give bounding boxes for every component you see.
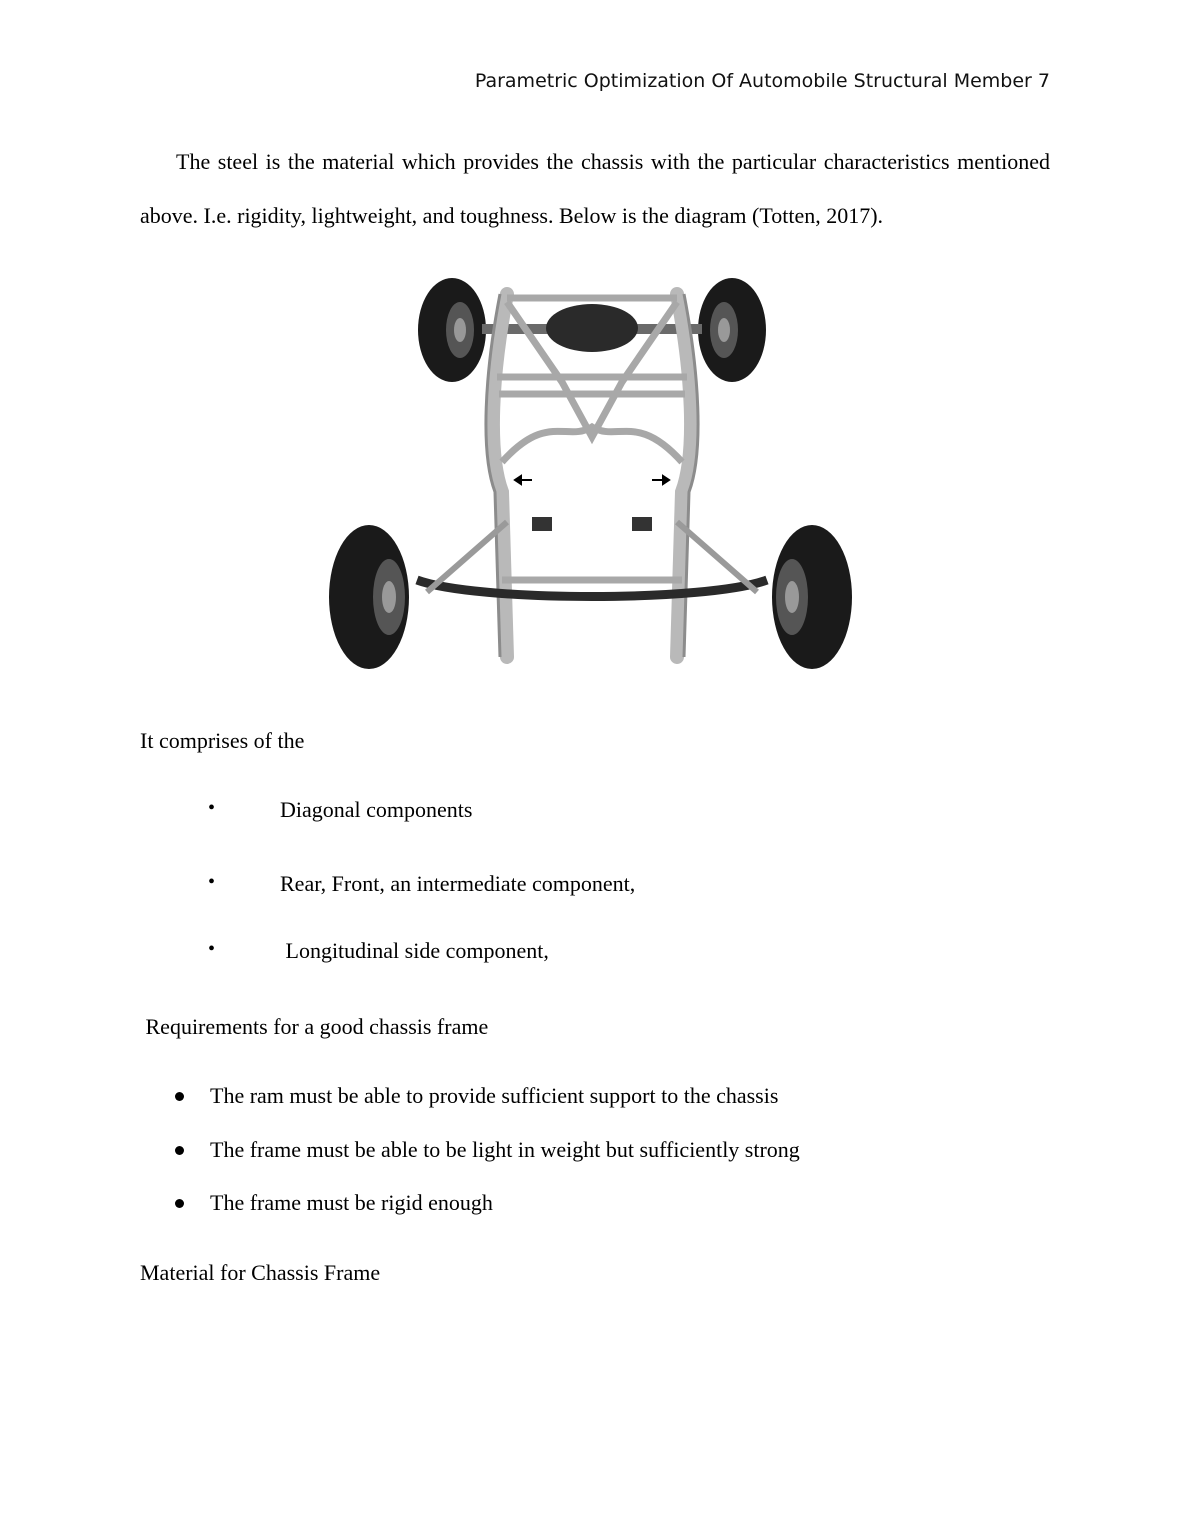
chassis-figure (307, 262, 874, 684)
requirements-heading: Requirements for a good chassis frame (140, 1014, 489, 1039)
bullet-icon (175, 1146, 184, 1155)
rear-left-wheel (418, 278, 486, 382)
list-item-text: The frame must be rigid enough (210, 1190, 493, 1215)
front-right-wheel (772, 525, 852, 669)
bullet-icon: • (208, 871, 216, 893)
differential (546, 304, 638, 352)
list-item-text: The ram must be able to provide sufficient support to the chassis (210, 1083, 779, 1108)
intro-paragraph: The steel is the material which provides the chassis with the particular characteristics mentioned above. I.e. rigidity, lightweight, and toughness. Below is the diagram (Totten, 2017). (140, 149, 1050, 228)
list-item-text: Longitudinal side component, (280, 938, 549, 963)
bullet-icon (175, 1199, 184, 1208)
front-left-wheel (329, 525, 409, 669)
list-item-text: Rear, Front, an intermediate component, (280, 871, 636, 896)
comprises-lead: It comprises of the (140, 728, 305, 753)
bullet-icon (175, 1092, 184, 1101)
chassis-illustration (307, 262, 874, 684)
running-header: Parametric Optimization Of Automobile Structural Member 7 (474, 70, 1050, 92)
bullet-icon: • (208, 797, 216, 819)
rear-right-wheel (698, 278, 766, 382)
section-heading: Material for Chassis Frame (140, 1260, 381, 1285)
bullet-icon: • (208, 938, 216, 960)
list-item-text: Diagonal components (280, 797, 473, 822)
list-item-text: The frame must be able to be light in weight but sufficiently strong (210, 1137, 800, 1162)
